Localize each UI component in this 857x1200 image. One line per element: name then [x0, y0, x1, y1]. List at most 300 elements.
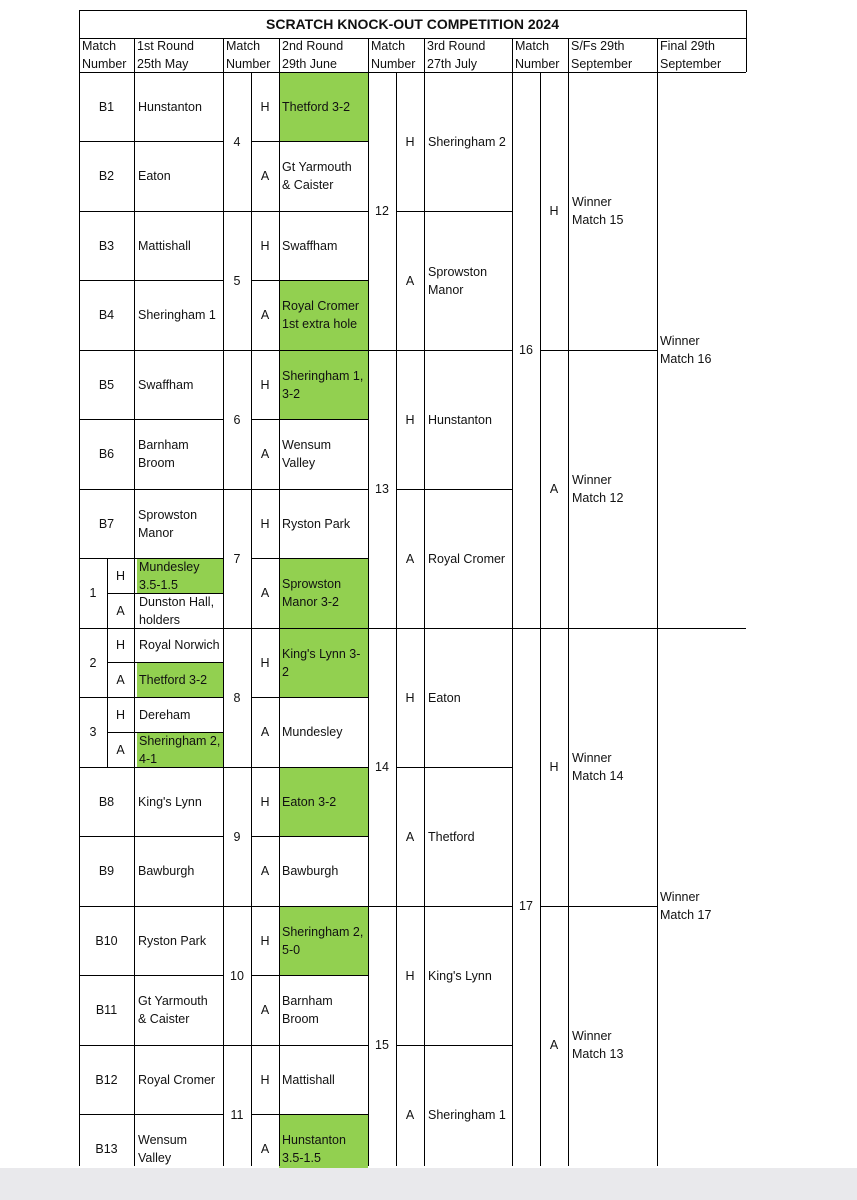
prelim-team — [139, 706, 190, 724]
home-away-flag — [107, 567, 134, 585]
grid-line — [657, 72, 658, 1166]
prelim-team — [139, 558, 199, 594]
home-away-flag — [251, 1001, 279, 1019]
match-id — [79, 862, 134, 880]
match-id-line: B3 — [98, 238, 115, 253]
column-header-final — [660, 37, 721, 73]
round2-team-line: Royal Cromer — [282, 299, 360, 314]
match-id — [79, 445, 134, 463]
round1-team — [138, 167, 171, 185]
round2-team-line: Mundesley — [282, 725, 343, 740]
grid-line — [251, 1114, 368, 1115]
home-away-flag-line: A — [549, 482, 559, 496]
round3-team — [428, 133, 506, 151]
home-away-flag — [396, 689, 424, 707]
round1-team-line: Broom — [138, 456, 175, 471]
column-header-r1 — [137, 37, 194, 73]
home-away-flag-line: H — [260, 933, 270, 948]
semi-team — [572, 1027, 623, 1063]
home-away-flag-line: A — [260, 1142, 270, 1157]
prelim-team-line: Sheringham 2, — [139, 733, 221, 748]
round1-team-line: Manor — [138, 525, 174, 540]
match-id — [79, 237, 134, 255]
match-id-line: B2 — [98, 169, 115, 184]
grid-line — [540, 72, 541, 1166]
round2-team-line: Valley — [282, 456, 316, 471]
round1-team — [138, 436, 189, 472]
grid-line — [223, 489, 368, 490]
home-away-flag-line: H — [260, 238, 270, 253]
home-away-flag-line: H — [260, 794, 270, 809]
match-id — [79, 167, 134, 185]
round2-team-line: Bawburgh — [282, 864, 339, 879]
home-away-flag — [251, 654, 279, 672]
prelim-match-number-line: 3 — [89, 725, 97, 740]
grid-line — [396, 767, 512, 768]
round1-team-line: Sprowston — [138, 507, 198, 522]
final-entry-line: Match 16 — [660, 352, 712, 366]
round2-team — [282, 436, 331, 472]
match-id-line: B5 — [98, 377, 115, 392]
home-away-flag-line: H — [115, 638, 126, 653]
round2-team — [282, 515, 350, 533]
column-header-line: Number — [226, 57, 271, 71]
round3-team — [428, 411, 492, 429]
grid-line — [368, 628, 512, 629]
semi-team-line: Match 12 — [572, 491, 624, 505]
grid-line — [79, 975, 223, 976]
home-away-flag-line: H — [549, 204, 559, 218]
prelim-team-line: 3.5-1.5 — [139, 577, 178, 592]
round2-team — [282, 862, 338, 880]
round2-team-line: Sheringham 2, — [282, 924, 364, 939]
column-header-line: 3rd Round — [427, 39, 486, 53]
home-away-flag-line: H — [405, 134, 415, 149]
grid-line — [79, 489, 223, 490]
column-header-line: 27th July — [427, 57, 478, 71]
grid-line — [251, 141, 368, 142]
column-header-line: Number — [371, 57, 416, 71]
home-away-flag-line: A — [116, 742, 125, 757]
round3-team-line: Eaton — [428, 690, 461, 705]
grid-line — [396, 489, 512, 490]
round3-team-line: King's Lynn — [428, 968, 492, 983]
grid-line — [79, 906, 223, 907]
grid-line — [251, 975, 368, 976]
prelim-team-line: Dunston Hall, — [139, 594, 215, 609]
grid-line — [223, 211, 368, 212]
home-away-flag — [251, 515, 279, 533]
home-away-flag — [540, 758, 568, 776]
home-away-flag — [251, 1071, 279, 1089]
grid-line — [134, 559, 135, 768]
grid-line — [251, 836, 368, 837]
column-header-line: 2nd Round — [282, 39, 344, 53]
home-away-flag — [396, 411, 424, 429]
round2-team — [282, 723, 342, 741]
home-away-flag — [540, 1036, 568, 1054]
round1-team — [138, 506, 197, 542]
home-away-flag-line: H — [405, 968, 415, 983]
round3-team-line: Royal Cromer — [428, 551, 506, 566]
grid-line — [568, 38, 569, 72]
prelim-team — [139, 636, 220, 654]
home-away-flag — [251, 167, 279, 185]
home-away-flag — [251, 932, 279, 950]
grid-line — [223, 72, 224, 1166]
round1-team — [138, 862, 194, 880]
grid-line — [79, 141, 223, 142]
prelim-match-number-line: 2 — [89, 655, 97, 670]
column-header-r2 — [282, 37, 343, 73]
round3-team-line: Hunstanton — [428, 412, 492, 427]
column-header-line: Number — [82, 57, 127, 71]
prelim-team-line: Royal Norwich — [139, 638, 220, 653]
grid-line — [79, 1045, 223, 1046]
home-away-flag — [251, 376, 279, 394]
column-header-mn1 — [82, 37, 126, 73]
grid-line — [223, 1045, 368, 1046]
round2-team — [282, 158, 352, 194]
round2-team — [282, 645, 360, 681]
grid-line — [540, 350, 657, 351]
home-away-flag-line: H — [260, 516, 270, 531]
semi-team-line: Winner — [572, 195, 612, 209]
column-header-line: Match — [226, 39, 261, 53]
round3-team — [428, 689, 461, 707]
round1-team-line: Mattishall — [138, 238, 191, 253]
round2-match-number-line: 8 — [233, 690, 241, 705]
match-id-line: B11 — [95, 1003, 118, 1018]
prelim-team — [139, 671, 207, 689]
round2-match-number — [223, 550, 251, 568]
home-away-flag — [540, 202, 568, 220]
round2-match-number — [223, 133, 251, 151]
round1-team-line: Eaton — [138, 169, 171, 184]
home-away-flag-line: H — [549, 760, 559, 774]
semi-match-number — [512, 341, 540, 359]
home-away-flag-line: A — [116, 673, 125, 688]
column-header-line: 29th June — [282, 57, 337, 71]
grid-line — [223, 906, 368, 907]
column-header-line: Match — [82, 39, 117, 53]
home-away-flag — [396, 828, 424, 846]
grid-line — [396, 1045, 512, 1046]
home-away-flag-line: A — [405, 551, 415, 566]
round2-team-line: Barnham — [282, 994, 333, 1009]
grid-line — [424, 38, 425, 72]
round1-team-line: King's Lynn — [138, 794, 202, 809]
grid-line — [568, 72, 569, 1166]
round2-match-number-line: 7 — [233, 551, 241, 566]
final-entry — [660, 888, 711, 924]
home-away-flag — [251, 723, 279, 741]
semi-team — [572, 193, 623, 229]
grid-line — [396, 211, 512, 212]
round1-team — [138, 932, 206, 950]
home-away-flag — [540, 480, 568, 498]
prelim-team-line: holders — [139, 612, 180, 627]
round2-team-line: Sprowston — [282, 577, 342, 592]
round2-team — [282, 793, 336, 811]
home-away-flag — [107, 706, 134, 724]
home-away-flag — [396, 1106, 424, 1124]
column-header-line: Match — [515, 39, 550, 53]
home-away-flag-line: H — [405, 412, 415, 427]
home-away-flag-line: A — [260, 586, 270, 601]
round2-team-line: Broom — [282, 1012, 319, 1027]
round1-team-line: Valley — [138, 1151, 172, 1166]
round2-match-number — [223, 689, 251, 707]
round3-team-line: Sheringham 1 — [428, 1107, 506, 1122]
grid-line — [79, 350, 223, 351]
home-away-flag-line: A — [549, 1038, 559, 1052]
semi-team — [572, 749, 623, 785]
final-entry — [660, 332, 711, 368]
round1-team-line: Bawburgh — [138, 864, 195, 879]
round3-team-line: Sprowston — [428, 264, 488, 279]
grid-line — [79, 72, 746, 73]
round3-match-number — [368, 758, 396, 776]
round2-match-number-line: 4 — [233, 134, 241, 149]
home-away-flag-line: A — [405, 273, 415, 288]
final-entry-line: Match 17 — [660, 908, 712, 922]
match-id — [79, 793, 134, 811]
home-away-flag-line: A — [260, 1003, 270, 1018]
round2-team-line: Manor 3-2 — [282, 595, 339, 610]
home-away-flag — [107, 602, 134, 620]
round2-match-number — [223, 967, 251, 985]
prelim-team-line: 4-1 — [139, 751, 158, 766]
column-header-line: S/Fs 29th — [571, 39, 625, 53]
column-header-line: 25th May — [137, 57, 189, 71]
home-away-flag — [251, 862, 279, 880]
prelim-match-number-line: 1 — [89, 586, 97, 601]
final-entry-line: Winner — [660, 334, 700, 348]
round2-team-line: Thetford 3-2 — [282, 99, 351, 114]
round3-team-line: Manor — [428, 282, 464, 297]
round2-team-line: & Caister — [282, 178, 334, 193]
home-away-flag-line: A — [405, 829, 415, 844]
home-away-flag-line: A — [260, 725, 270, 740]
round1-team-line: Barnham — [138, 438, 189, 453]
grid-line — [396, 72, 397, 1166]
round2-team-line: 1st extra hole — [282, 317, 358, 332]
grid-line — [251, 419, 368, 420]
round2-team-line: 3.5-1.5 — [282, 1151, 321, 1166]
round2-match-number-line: 5 — [233, 273, 241, 288]
home-away-flag-line: A — [260, 308, 270, 323]
round2-team — [282, 98, 350, 116]
grid-line — [79, 211, 223, 212]
semi-team-line: Match 15 — [572, 213, 624, 227]
home-away-flag-line: H — [260, 1072, 270, 1087]
round1-team-line: Wensum — [138, 1133, 188, 1148]
column-header-mn3 — [371, 37, 415, 73]
home-away-flag — [251, 1140, 279, 1158]
grid-line — [223, 767, 368, 768]
home-away-flag — [107, 741, 134, 759]
semi-match-number — [512, 897, 540, 915]
semi-team-line: Match 14 — [572, 769, 624, 783]
grid-line — [251, 558, 368, 559]
round2-team-line: Mattishall — [282, 1072, 335, 1087]
match-id — [79, 1140, 134, 1158]
grid-line — [512, 72, 513, 1166]
round2-team — [282, 992, 333, 1028]
prelim-match-number — [79, 654, 107, 672]
grid-line — [368, 72, 369, 1166]
grid-line — [746, 10, 747, 72]
home-away-flag — [396, 272, 424, 290]
round2-team-line: Hunstanton — [282, 1133, 346, 1148]
grid-line — [424, 72, 425, 1166]
column-header-sf — [571, 37, 632, 73]
round3-team — [428, 828, 475, 846]
grid-line — [657, 38, 658, 72]
semi-team-line: Match 13 — [572, 1047, 624, 1061]
column-header-line: September — [571, 57, 633, 71]
prelim-team-line: Mundesley — [139, 559, 200, 574]
round3-match-number-line: 14 — [375, 760, 389, 774]
home-away-flag-line: H — [115, 568, 126, 583]
round2-match-number-line: 6 — [233, 412, 241, 427]
round2-team-line: 5-0 — [282, 942, 301, 957]
home-away-flag-line: A — [116, 603, 125, 618]
round3-match-number-line: 15 — [375, 1038, 389, 1052]
round1-team-line: Hunstanton — [138, 99, 202, 114]
home-away-flag — [251, 98, 279, 116]
round2-team — [282, 1131, 346, 1167]
round1-team-line: Swaffham — [138, 377, 194, 392]
round3-team-line: Thetford — [428, 829, 475, 844]
grid-line — [79, 836, 223, 837]
round2-team-line: King's Lynn 3- — [282, 646, 361, 661]
home-away-flag — [251, 237, 279, 255]
round3-team — [428, 263, 487, 299]
prelim-match-number — [79, 584, 107, 602]
match-id — [79, 306, 134, 324]
grid-line — [657, 628, 746, 629]
match-id — [79, 1071, 134, 1089]
prelim-team-line: Dereham — [139, 707, 191, 722]
column-header-mn4 — [515, 37, 559, 73]
round2-team-line: Wensum — [282, 438, 332, 453]
semi-team-line: Winner — [572, 1029, 612, 1043]
semi-match-number-line: 17 — [519, 899, 533, 913]
grid-line — [368, 906, 512, 907]
round2-team-line: Swaffham — [282, 238, 338, 253]
grid-line — [368, 350, 512, 351]
round2-team-line: Gt Yarmouth — [282, 160, 352, 175]
match-id-line: B12 — [95, 1072, 118, 1087]
home-away-flag — [396, 550, 424, 568]
round2-match-number — [223, 1106, 251, 1124]
round2-team — [282, 575, 341, 611]
prelim-team-line: Thetford 3-2 — [139, 673, 208, 688]
round3-match-number-line: 12 — [375, 204, 389, 218]
grid-line — [540, 906, 657, 907]
grid-line — [79, 280, 223, 281]
home-away-flag-line: H — [260, 655, 270, 670]
round3-match-number-line: 13 — [375, 482, 389, 496]
match-id-line: B8 — [98, 794, 115, 809]
round1-team — [138, 793, 202, 811]
round2-team — [282, 297, 359, 333]
match-id-line: B9 — [98, 864, 115, 879]
grid-line — [79, 1114, 223, 1115]
grid-line — [223, 350, 368, 351]
home-away-flag-line: A — [260, 864, 270, 879]
round2-team-line: Ryston Park — [282, 516, 351, 531]
grid-line — [223, 628, 368, 629]
grid-line — [107, 662, 223, 663]
round3-team-line: Sheringham 2 — [428, 134, 506, 149]
match-id — [79, 98, 134, 116]
round2-match-number-line: 9 — [233, 829, 241, 844]
match-id-line: B4 — [98, 308, 115, 323]
round2-team — [282, 1071, 335, 1089]
page-title: SCRATCH KNOCK-OUT COMPETITION 2024 — [266, 16, 559, 32]
round1-team — [138, 1071, 215, 1089]
semi-team-line: Winner — [572, 751, 612, 765]
match-id — [79, 932, 134, 950]
grid-line — [368, 38, 369, 72]
round2-match-number — [223, 411, 251, 429]
grid-line — [512, 38, 513, 72]
home-away-flag — [251, 306, 279, 324]
round2-match-number — [223, 272, 251, 290]
match-id-line: B13 — [95, 1142, 118, 1157]
semi-team — [572, 471, 623, 507]
match-id-line: B10 — [95, 933, 118, 948]
round3-match-number — [368, 202, 396, 220]
round2-team-line: 3-2 — [282, 386, 301, 401]
round2-team-line: Sheringham 1, — [282, 368, 364, 383]
home-away-flag — [107, 671, 134, 689]
round2-match-number-line: 10 — [230, 968, 244, 983]
round3-match-number — [368, 1036, 396, 1054]
match-id-line: B7 — [98, 516, 115, 531]
round1-team — [138, 376, 193, 394]
round3-match-number — [368, 480, 396, 498]
grid-line — [251, 280, 368, 281]
home-away-flag — [396, 133, 424, 151]
match-id-line: B6 — [98, 447, 115, 462]
round3-team — [428, 967, 492, 985]
round1-team — [138, 306, 216, 324]
home-away-flag-line: H — [260, 377, 270, 392]
match-id — [79, 1001, 134, 1019]
column-header-line: September — [660, 57, 722, 71]
round1-team — [138, 237, 191, 255]
page-bottom-margin — [0, 1168, 857, 1200]
grid-line — [279, 38, 280, 72]
home-away-flag — [251, 793, 279, 811]
grid-line — [79, 10, 746, 11]
round3-team — [428, 550, 505, 568]
round1-team — [138, 98, 202, 116]
grid-line — [134, 38, 135, 72]
column-header-line: Match — [371, 39, 406, 53]
home-away-flag-line: H — [260, 99, 270, 114]
prelim-team — [139, 593, 214, 629]
column-header-r3 — [427, 37, 485, 73]
home-away-flag-line: A — [260, 169, 270, 184]
prelim-team — [139, 732, 220, 768]
round1-team — [138, 1131, 187, 1167]
home-away-flag — [396, 967, 424, 985]
